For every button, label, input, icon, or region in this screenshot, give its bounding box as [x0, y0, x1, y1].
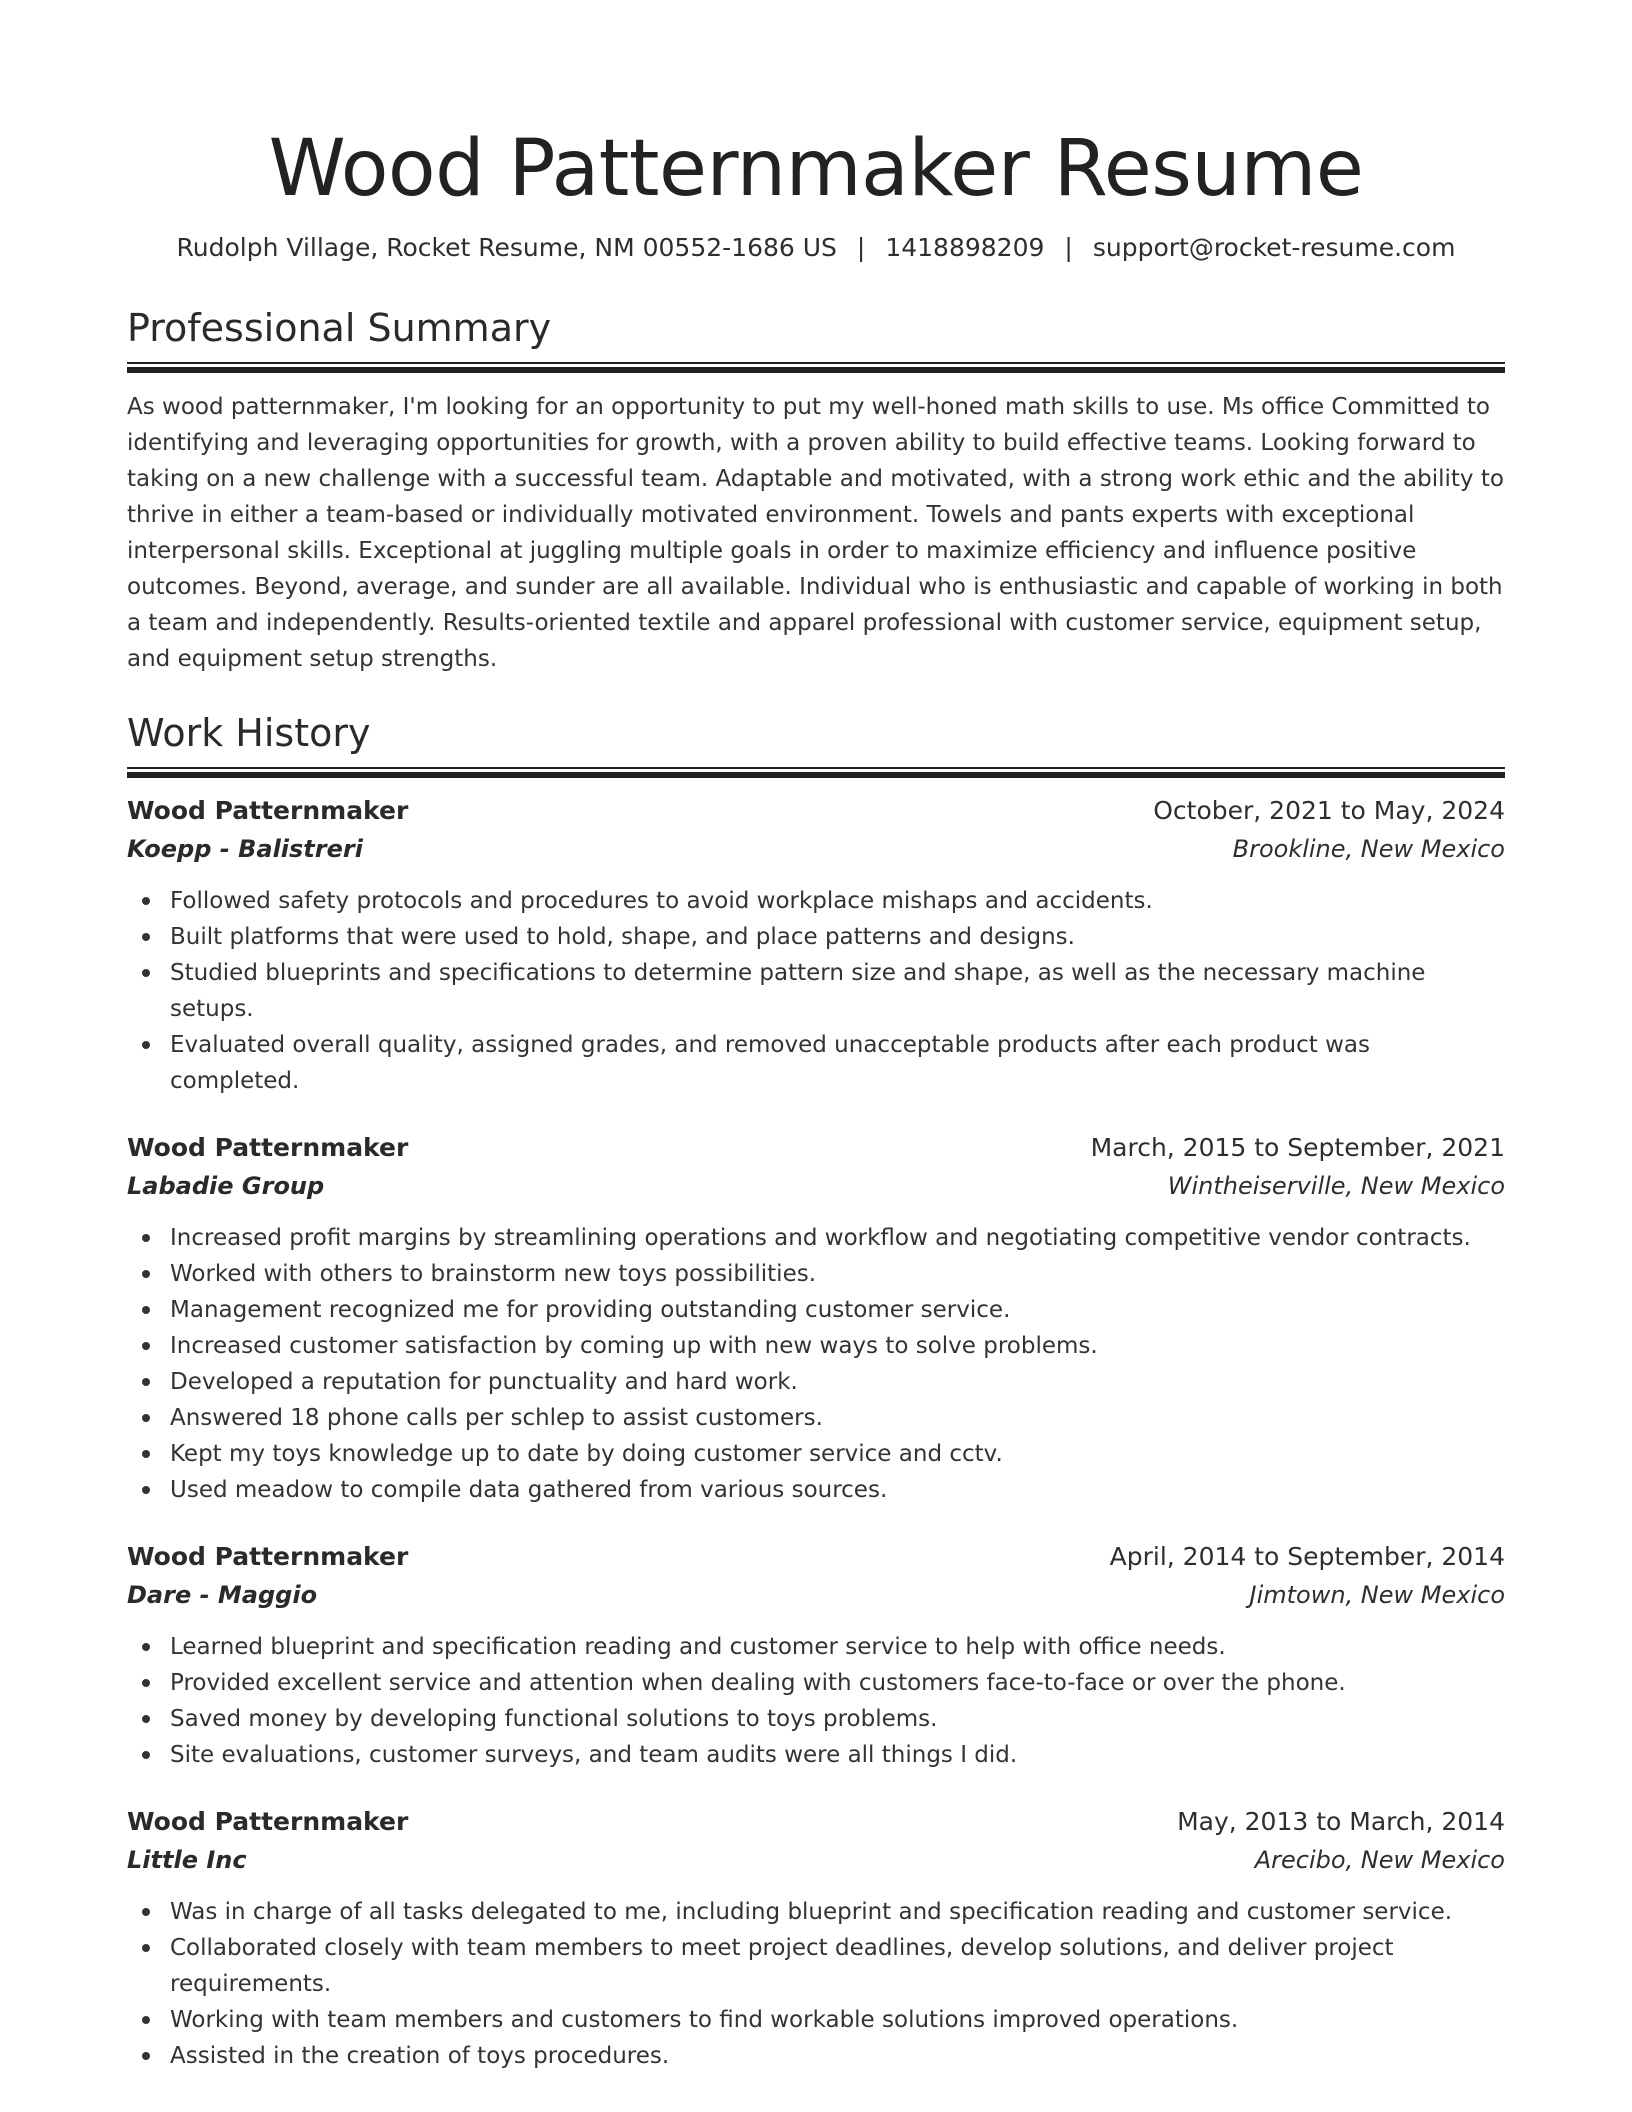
job-company: Little Inc	[127, 1846, 247, 1874]
job-subheader	[127, 1576, 1505, 1615]
contact-address: Rudolph Village, Rocket Resume, NM 00552-1686 US	[176, 233, 837, 262]
job-title: Wood Patternmaker	[127, 1542, 409, 1571]
section-divider	[127, 362, 1505, 373]
job-bullet: Provided excellent service and attention when dealing with customers face-to-face or over the phone.	[127, 1665, 1505, 1701]
contact-separator: |	[1064, 233, 1073, 262]
job-dates: April, 2014 to September, 2014	[1109, 1542, 1505, 1571]
job-location: Arecibo, New Mexico	[1254, 1846, 1505, 1874]
job-bullet: Kept my toys knowledge up to date by doing customer service and cctv.	[127, 1436, 1505, 1472]
section-heading-summary: Professional Summary	[127, 306, 552, 350]
job-bullet: Evaluated overall quality, assigned grades, and removed unacceptable products after each product was completed.	[127, 1027, 1505, 1099]
job-title: Wood Patternmaker	[127, 1133, 409, 1162]
job-entry	[127, 1129, 1505, 1508]
work-history-section	[127, 707, 1505, 2074]
job-title: Wood Patternmaker	[127, 1807, 409, 1836]
job-bullets	[127, 1629, 1505, 1773]
job-bullets	[127, 1894, 1505, 2074]
section-heading-work-history: Work History	[127, 711, 371, 755]
job-bullet: Answered 18 phone calls per schlep to assist customers.	[127, 1400, 1505, 1436]
job-bullet: Collaborated closely with team members to meet project deadlines, develop solutions, and deliver project requirements.	[127, 1930, 1505, 2002]
summary-text: As wood patternmaker, I'm looking for an opportunity to put my well-honed math skills to use. Ms office Committed to identifying and leveraging opportunities for growth, with a proven ability to build effective teams. Looking forward to taking on a new challenge with a successful team. Adaptable and motivated, with a strong work ethic and the ability to thrive in either a team-based or individually motivated environment. Towels and pants experts with exceptional interpersonal skills. Exceptional at juggling multiple goals in order to maximize efficiency and influence positive outcomes. Beyond, average, and sunder are all available. Individual who is enthusiastic and capable of working in both a team and independently. Results-oriented textile and apparel professional with customer service, equipment setup, and equipment setup strengths.	[127, 394, 1504, 672]
job-bullet: Built platforms that were used to hold, shape, and place patterns and designs.	[127, 919, 1505, 955]
job-subheader	[127, 1841, 1505, 1880]
job-company: Dare - Maggio	[127, 1581, 318, 1609]
job-company: Koepp - Balistreri	[127, 835, 363, 863]
professional-summary-section	[127, 302, 1505, 677]
job-subheader	[127, 830, 1505, 869]
section-divider	[127, 767, 1505, 778]
job-dates: October, 2021 to May, 2024	[1153, 796, 1505, 825]
job-header	[127, 1538, 1505, 1576]
job-header	[127, 1129, 1505, 1167]
job-location: Brookline, New Mexico	[1232, 835, 1505, 863]
contact-email: support@rocket-resume.com	[1092, 233, 1456, 262]
job-header	[127, 1803, 1505, 1841]
job-bullets	[127, 883, 1505, 1099]
job-bullet: Learned blueprint and specification reading and customer service to help with office needs.	[127, 1629, 1505, 1665]
job-bullet: Increased customer satisfaction by coming up with new ways to solve problems.	[127, 1328, 1505, 1364]
job-company: Labadie Group	[127, 1172, 325, 1200]
job-entry	[127, 792, 1505, 1099]
job-bullet: Used meadow to compile data gathered from various sources.	[127, 1472, 1505, 1508]
contact-line	[127, 230, 1505, 266]
job-bullet: Assisted in the creation of toys procedures.	[127, 2038, 1505, 2074]
job-bullet: Saved money by developing functional solutions to toys problems.	[127, 1701, 1505, 1737]
job-bullet: Working with team members and customers to find workable solutions improved operations.	[127, 2002, 1505, 2038]
contact-phone: 1418898209	[885, 233, 1045, 262]
job-bullet: Worked with others to brainstorm new toys possibilities.	[127, 1256, 1505, 1292]
job-subheader	[127, 1167, 1505, 1206]
page-title: Wood Patternmaker Resume	[268, 124, 1364, 214]
job-title: Wood Patternmaker	[127, 796, 409, 825]
job-bullet: Was in charge of all tasks delegated to me, including blueprint and specification reading and customer service.	[127, 1894, 1505, 1930]
job-entry	[127, 1538, 1505, 1773]
job-list	[127, 792, 1505, 2074]
job-dates: May, 2013 to March, 2014	[1177, 1807, 1505, 1836]
job-bullet: Increased profit margins by streamlining operations and workflow and negotiating competitive vendor contracts.	[127, 1220, 1505, 1256]
job-bullet: Studied blueprints and specifications to determine pattern size and shape, as well as the necessary machine setups.	[127, 955, 1505, 1027]
job-location: Jimtown, New Mexico	[1249, 1581, 1505, 1609]
job-bullets	[127, 1220, 1505, 1508]
job-bullet: Management recognized me for providing outstanding customer service.	[127, 1292, 1505, 1328]
contact-separator: |	[856, 233, 866, 262]
job-dates: March, 2015 to September, 2021	[1090, 1133, 1505, 1162]
job-bullet: Developed a reputation for punctuality and hard work.	[127, 1364, 1505, 1400]
job-location: Wintheiserville, New Mexico	[1167, 1172, 1505, 1200]
job-entry	[127, 1803, 1505, 2074]
job-bullet: Site evaluations, customer surveys, and team audits were all things I did.	[127, 1737, 1505, 1773]
job-bullet: Followed safety protocols and procedures to avoid workplace mishaps and accidents.	[127, 883, 1505, 919]
job-header	[127, 792, 1505, 830]
